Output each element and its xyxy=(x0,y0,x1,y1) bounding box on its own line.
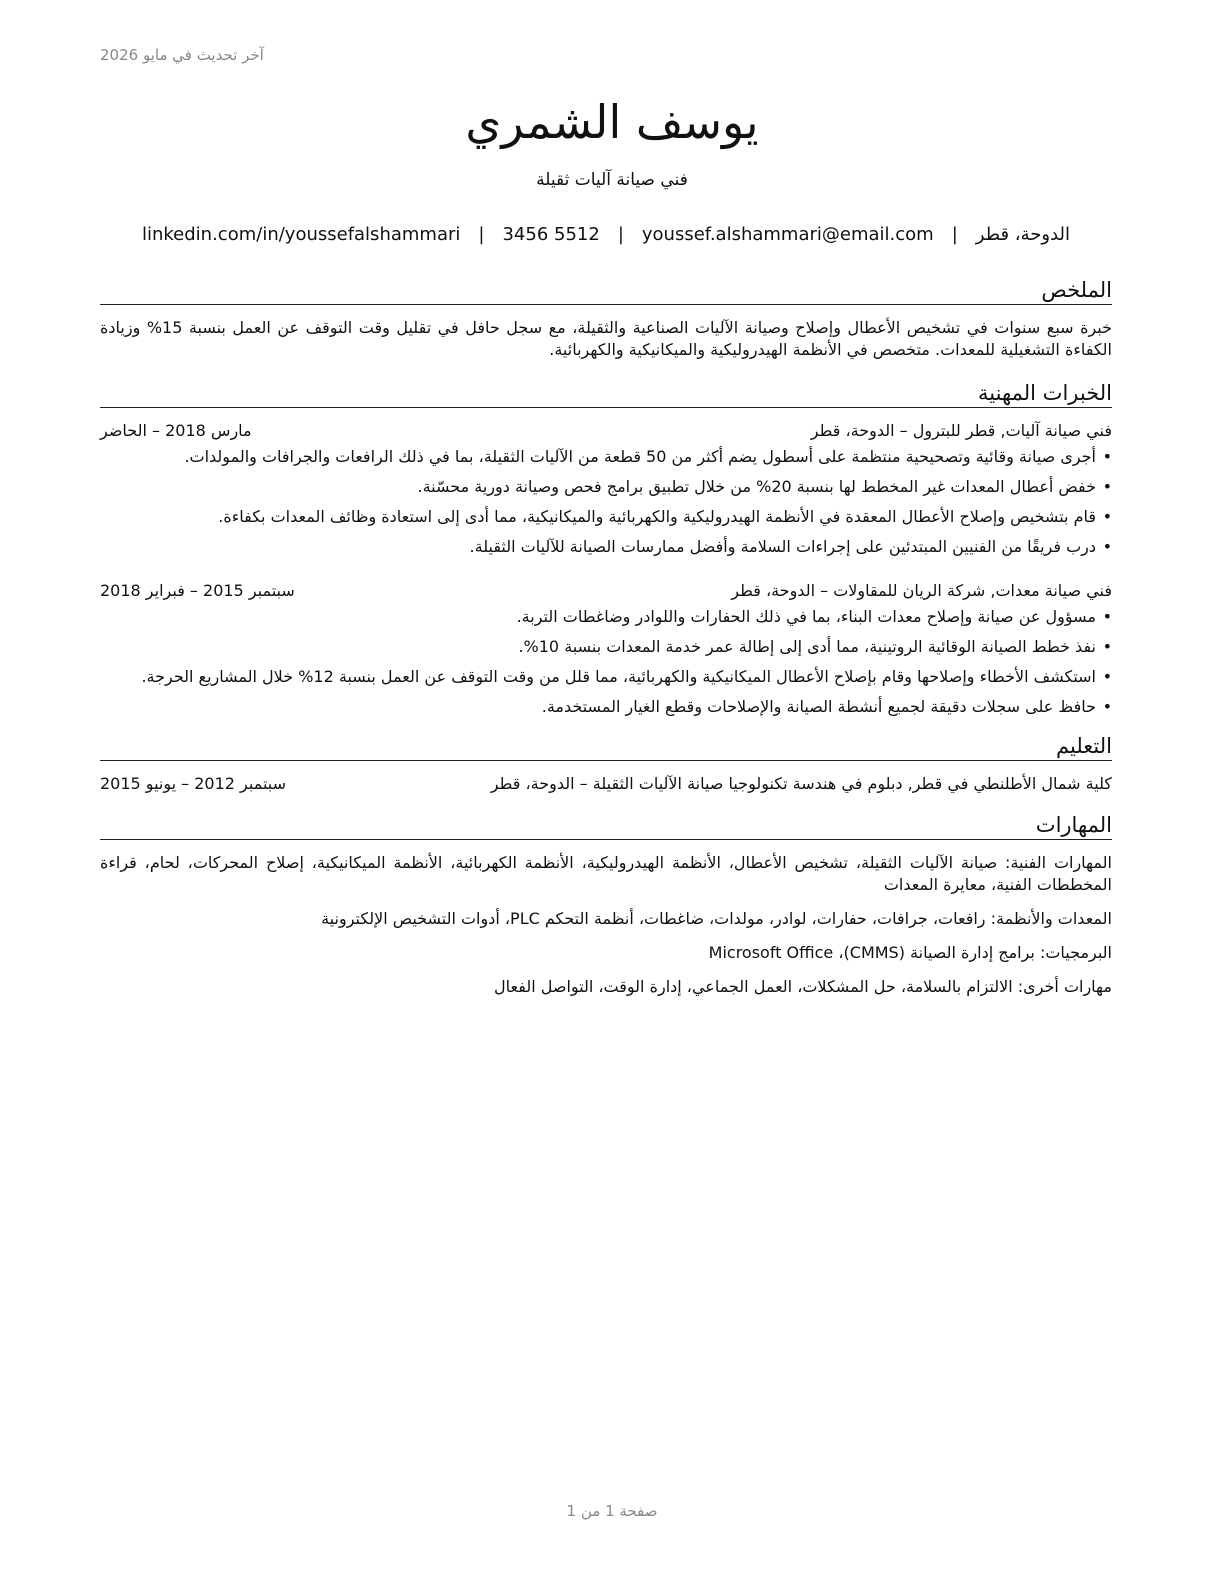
education-text: كلية شمال الأطلنطي في قطر, دبلوم في هندسة تكنولوجيا صيانة الآليات الثقيلة – الدوحة، قطر xyxy=(490,774,1112,793)
contact-location: الدوحة، قطر xyxy=(975,224,1071,245)
experience-dates: مارس 2018 – الحاضر xyxy=(100,421,252,440)
experience-bullets xyxy=(100,446,1112,558)
page-number: صفحة 1 من 1 xyxy=(566,1502,658,1520)
experience-header xyxy=(100,580,1112,602)
section-experience-heading: الخبرات المهنية xyxy=(100,379,1112,408)
experience-bullet: • خفض أعطال المعدات غير المخطط لها بنسبة 20% من خلال تطبيق برامج فحص وصيانة دورية محسّنة. xyxy=(100,476,1112,498)
experience-bullet: • مسؤول عن صيانة وإصلاح معدات البناء، بما في ذلك الحفارات واللوادر وضاغطات التربة. xyxy=(100,606,1112,628)
experience-bullet: • استكشف الأخطاء وإصلاحها وقام بإصلاح الأعطال الميكانيكية والكهربائية، مما قلل من وقت التوقف عن العمل بنسبة 12% خلال المشاريع الحرجة. xyxy=(100,666,1112,688)
skill-software: البرمجيات: برامج إدارة الصيانة (CMMS)، Microsoft Office xyxy=(708,943,1112,962)
experience-bullet: • أجرى صيانة وقائية وتصحيحية منتظمة على أسطول يضم أكثر من 50 قطعة من الآليات الثقيلة، بما في ذلك الرافعات والجرافات والمولدات. xyxy=(100,446,1112,468)
skill-technical: المهارات الفنية: صيانة الآليات الثقيلة، تشخيص الأعطال، الأنظمة الهيدروليكية، الأنظمة الكهربائية، الأنظمة الميكانيكية، إصلاح المحركات، لحام، قراءة المخططات الفنية، معايرة المعدات xyxy=(100,853,1112,894)
experience-header xyxy=(100,420,1112,442)
contact-phone[interactable]: 3456 5512 xyxy=(502,224,600,245)
section-summary-heading: الملخص xyxy=(100,276,1112,305)
section-education-heading: التعليم xyxy=(100,732,1112,761)
experience-bullet: • حافظ على سجلات دقيقة لجميع أنشطة الصيانة والإصلاحات وقطع الغيار المستخدمة. xyxy=(100,696,1112,718)
experience-entry xyxy=(100,580,1112,718)
skill-equipment: المعدات والأنظمة: رافعات، جرافات، حفارات، لوادر، مولدات، ضاغطات، أنظمة التحكم PLC، أدوات التشخيص الإلكترونية xyxy=(321,909,1112,928)
candidate-title: فني صيانة آليات ثقيلة xyxy=(536,170,688,190)
education-entry xyxy=(100,773,1112,795)
contact-linkedin[interactable]: linkedin.com/in/youssefalshammari xyxy=(141,224,461,245)
last-updated: آخر تحديث في مايو 2026 xyxy=(100,46,264,64)
contact-separator: | xyxy=(951,224,958,245)
experience-title: فني صيانة معدات, شركة الريان للمقاولات – الدوحة، قطر xyxy=(731,581,1112,600)
section-skills-heading: المهارات xyxy=(100,811,1112,840)
experience-entry xyxy=(100,420,1112,558)
contact-line xyxy=(100,224,1112,245)
experience-bullet: • درب فريقًا من الفنيين المبتدئين على إجراءات السلامة وأفضل ممارسات الصيانة للآليات الثقيلة. xyxy=(100,536,1112,558)
candidate-name: يوسف الشمري xyxy=(465,95,759,149)
experience-dates: سبتمبر 2015 – فبراير 2018 xyxy=(100,581,295,600)
resume-content xyxy=(100,276,1112,1010)
experience-bullet: • نفذ خطط الصيانة الوقائية الروتينية، مما أدى إلى إطالة عمر خدمة المعدات بنسبة 10%. xyxy=(100,636,1112,658)
summary-text: خبرة سبع سنوات في تشخيص الأعطال وإصلاح وصيانة الآليات الصناعية والثقيلة، مع سجل حافل في تقليل وقت التوقف عن العمل بنسبة 15% وزيادة الكفاءة التشغيلية للمعدات. متخصص في الأنظمة الهيدروليكية والميكانيكية والكهربائية. xyxy=(100,318,1113,359)
experience-bullets xyxy=(100,606,1112,718)
education-dates: سبتمبر 2012 – يونيو 2015 xyxy=(100,774,287,793)
contact-separator: | xyxy=(617,224,624,245)
contact-email[interactable]: youssef.alshammari@email.com xyxy=(641,224,934,245)
contact-separator: | xyxy=(478,224,485,245)
skill-other: مهارات أخرى: الالتزام بالسلامة، حل المشكلات، العمل الجماعي، إدارة الوقت، التواصل الفعال xyxy=(494,977,1112,996)
experience-bullet: • قام بتشخيص وإصلاح الأعطال المعقدة في الأنظمة الهيدروليكية والكهربائية والميكانيكية، مما أدى إلى استعادة وظائف المعدات بكفاءة. xyxy=(100,506,1112,528)
experience-title: فني صيانة آليات, قطر للبترول – الدوحة، قطر xyxy=(810,421,1112,440)
